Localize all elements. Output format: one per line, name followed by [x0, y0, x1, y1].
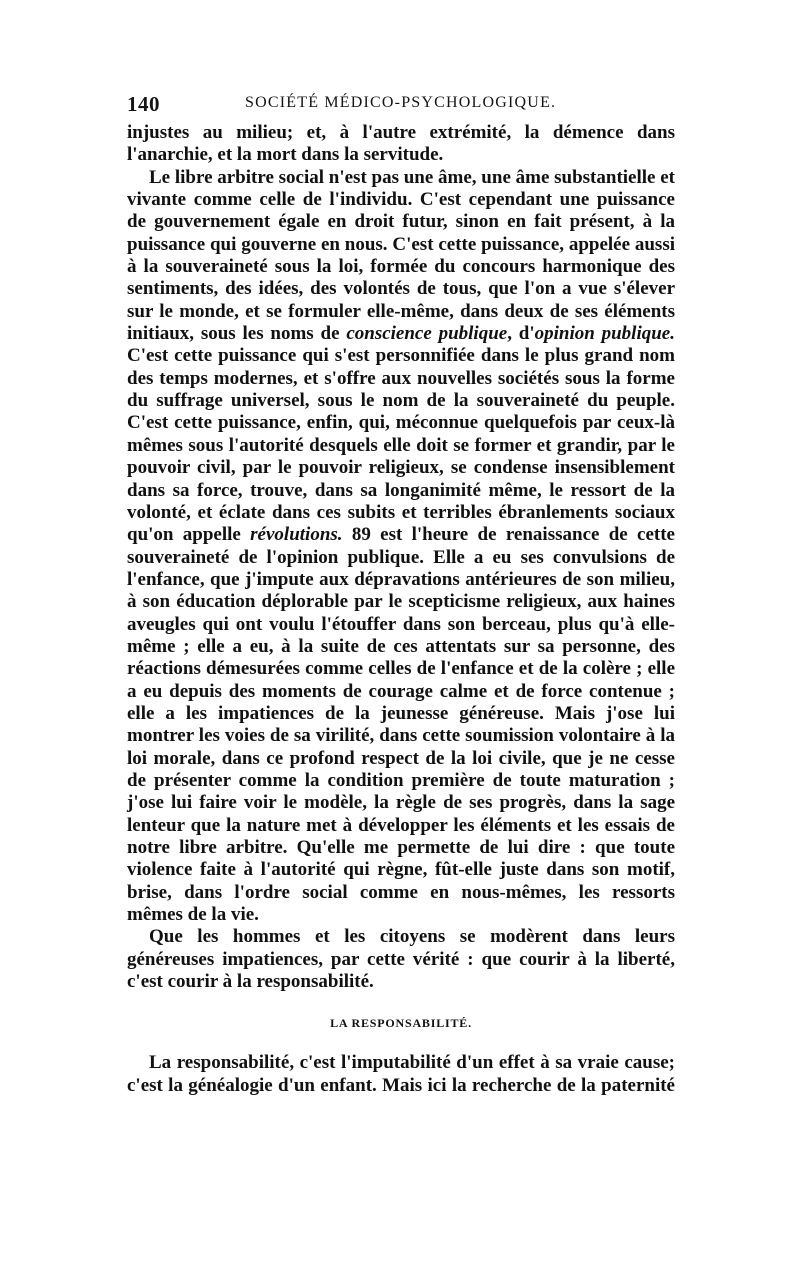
term-conscience-publique: conscience publique: [346, 323, 508, 345]
paragraph-2: [127, 167, 675, 927]
paragraph-4: La responsabilité, c'est l'imputabilité d'un effet à sa vraie cause; c'est la généalogie d'un enfant. Mais ici la recherche de la paternité: [127, 1052, 675, 1096]
page-number: 140: [127, 92, 160, 116]
paragraph-3: Que les hommes et les citoyens se modèrent dans leurs généreuses impatiences, par cette vérité : que courir à la liberté, c'est courir à la responsabilité.: [127, 926, 675, 993]
paragraph-2-text-b: , d': [507, 323, 535, 345]
paragraph-2-text-d: 89 est l'heure de renaissance de cette souveraineté de l'opinion publique. Elle a eu ses convulsions de l'enfance, que j'impute aux dépravations antérieures de son milieu, à son éducation déplorable par le scepticisme religieux, aux haines aveugles qui ont voulu l'étouffer dans son berceau, plus qu'à elle-même ; elle a eu, à la suite de ces attentats sur sa personne, des réactions démesurées comme celles de l'enfance et de la colère ; elle a eu depuis des moments de courage calme et de force contenue ; elle a les impatiences de la jeunesse généreuse. Mais j'ose lui montrer les voies de sa virilité, dans cette soumission volontaire à la loi morale, dans ce profond respect de la loi civile, que je ne cesse de présenter comme la condition première de toute maturation ; j'ose lui faire voir le modèle, la règle de ses progrès, dans la sage lenteur que la nature met à développer les éléments et les essais de notre libre arbitre. Qu'elle me permette de lui dire : que toute violence faite à l'autorité qui règne, fût-elle juste dans son motif, brise, dans l'ordre social comme en nous-mêmes, les ressorts mêmes de la vie.: [127, 524, 675, 926]
page-header: [127, 92, 675, 122]
paragraph-2-text-a: Le libre arbitre social n'est pas une âme, une âme substantielle et vivante comme celle de l'individu. C'est cependant une puissance de gouvernement égale en droit futur, sinon en fait présent, à la puissance qui gouverne en nous. C'est cette puissance, appelée aussi à la souveraineté sous la loi, formée du concours harmonique des sentiments, des idées, des volontés de tous, que l'on a vue s'élever sur le monde, et se formuler elle-même, dans deux de ses éléments initiaux, sous les noms de: [127, 166, 675, 345]
section-heading: LA RESPONSABILITÉ.: [330, 1016, 472, 1031]
term-revolutions: révolutions.: [250, 524, 343, 546]
paragraph-1: injustes au milieu; et, à l'autre extrémité, la démence dans l'anarchie, et la mort dans la servitude.: [127, 122, 675, 166]
term-opinion-publique: opinion publique.: [534, 323, 675, 345]
paragraph-2-text-c: C'est cette puissance qui s'est personnifiée dans le plus grand nom des temps modernes, et s'offre aux nouvelles sociétés sous la forme du suffrage universel, sous le nom de la souveraineté du peuple. C'est cette puissance, enfin, qui, méconnue quelquefois par ceux-là mêmes sous l'autorité desquels elle doit se former et grandir, par le pouvoir civil, par le pouvoir religieux, se condense insensiblement dans sa force, trouve, dans sa longanimité même, le ressort de la volonté, et éclate dans ces subits et terribles ébranlements sociaux qu'on appelle: [127, 345, 675, 546]
body-text: [127, 122, 675, 1097]
running-title: SOCIÉTÉ MÉDICO-PSYCHOLOGIQUE.: [245, 94, 557, 111]
